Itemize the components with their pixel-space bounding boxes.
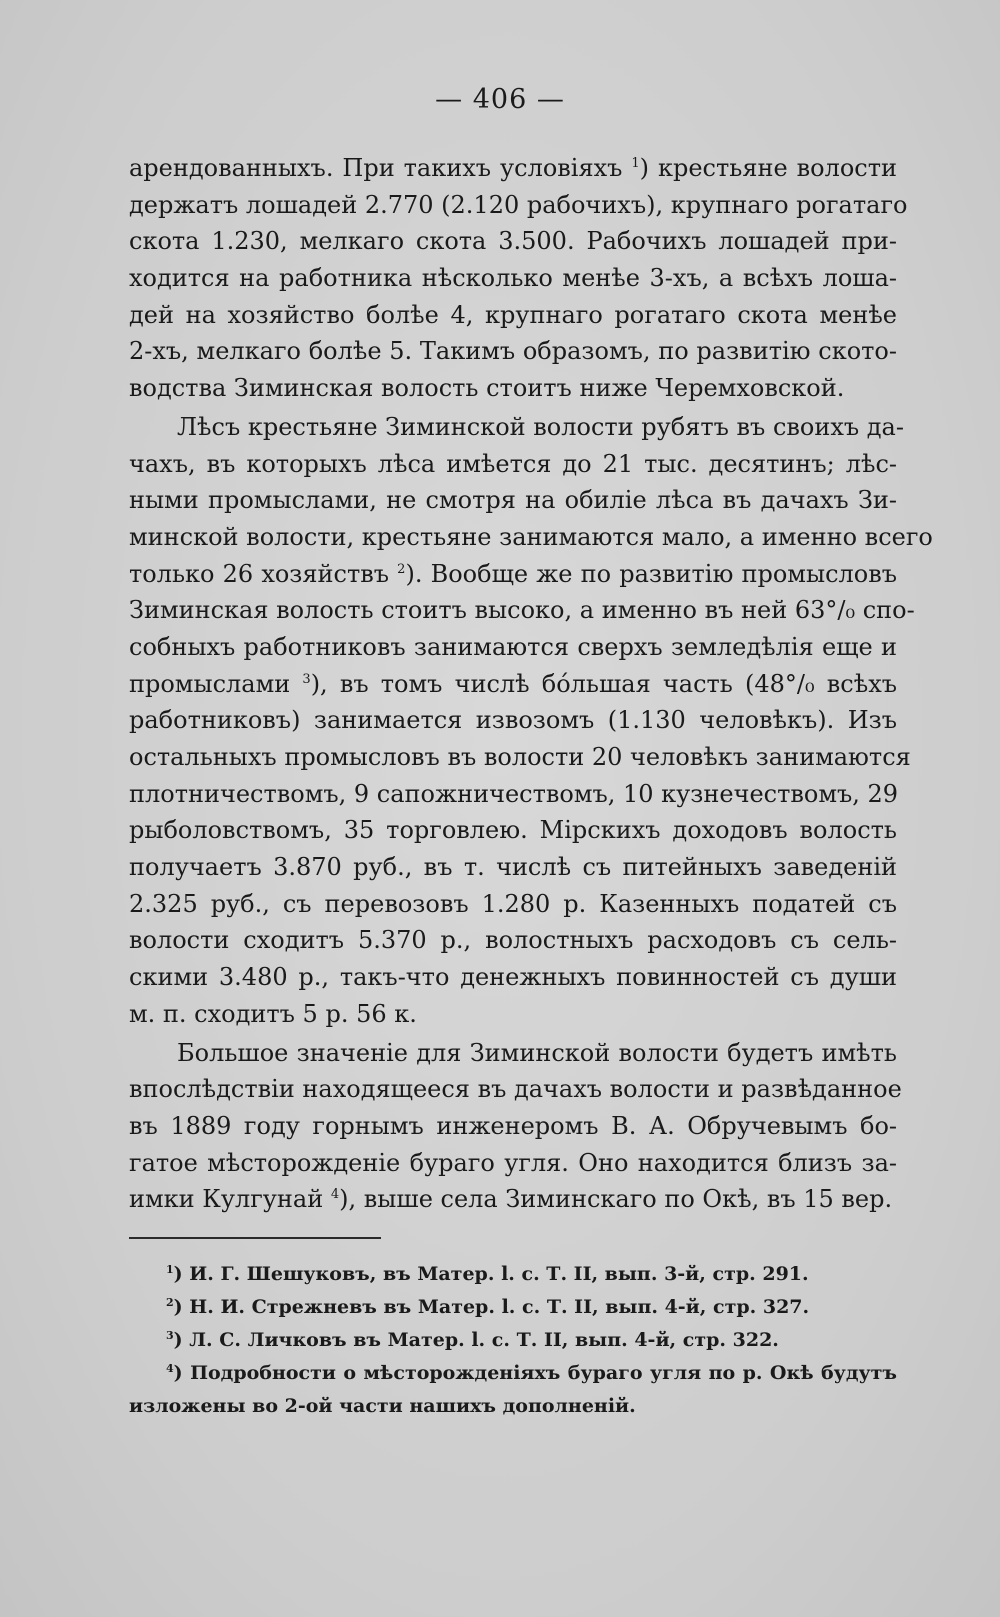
text-run: собныхъ работниковъ занимаются сверхъ земледѣлія еще и bbox=[129, 632, 897, 661]
text-run: впослѣдствіи находящееся въ дачахъ волости и развѣданное bbox=[129, 1075, 902, 1104]
footnote-1 bbox=[129, 1258, 897, 1291]
text-line bbox=[129, 482, 897, 519]
text-run: м. п. сходитъ 5 р. 56 к. bbox=[129, 999, 417, 1028]
text-line bbox=[129, 739, 911, 776]
text-run: Большое значеніе для Зиминской волости будетъ имѣть bbox=[177, 1038, 897, 1067]
text-run: ) крестьяне волости bbox=[639, 154, 898, 182]
text-run: волости сходитъ 5.370 р., волостныхъ расходовъ съ сель- bbox=[129, 926, 897, 955]
footnote-mark: 4 bbox=[166, 1362, 174, 1375]
text-line bbox=[129, 849, 897, 886]
footnote-text: ) Н. И. Стрежневъ въ Матер. l. с. Т. II, вып. 4-й, стр. 327. bbox=[173, 1296, 810, 1318]
text-line bbox=[129, 812, 897, 849]
page-number: — 406 — bbox=[435, 84, 565, 115]
text-run: имки Кулгунай bbox=[129, 1185, 331, 1214]
text-line bbox=[129, 370, 897, 407]
text-run: ходится на работника нѣсколько менѣе 3-хъ, а всѣхъ лоша- bbox=[129, 264, 897, 293]
text-line bbox=[129, 996, 897, 1033]
text-run: работниковъ) занимается извозомъ (1.130 человѣкъ). Изъ bbox=[129, 706, 897, 735]
text-run: дей на хозяйство болѣе 4, крупнаго рогатаго скота менѣе bbox=[129, 300, 897, 329]
footnote-mark: 2 bbox=[166, 1296, 174, 1309]
footnote-text: ) И. Г. Шешуковъ, въ Матер. l. с. Т. II, вып. 3-й, стр. 291. bbox=[173, 1263, 809, 1285]
body-text bbox=[129, 150, 933, 1218]
text-run: держатъ лошадей 2.770 (2.120 рабочихъ), крупнаго рогатаго bbox=[129, 190, 908, 219]
text-run: получаетъ 3.870 руб., въ т. числѣ съ питейныхъ заведеній bbox=[129, 853, 897, 882]
footnote-4 bbox=[129, 1357, 897, 1390]
text-run: плотничествомъ, 9 сапожничествомъ, 10 кузнечествомъ, 29 bbox=[129, 779, 899, 808]
text-run: гатое мѣсторожденіе бураго угля. Оно находится близъ за- bbox=[129, 1148, 897, 1177]
text-line bbox=[129, 1181, 897, 1218]
text-line bbox=[129, 260, 897, 297]
text-line bbox=[129, 1145, 897, 1182]
text-run: въ 1889 году горнымъ инженеромъ В. А. Обручевымъ бо- bbox=[129, 1111, 897, 1140]
text-line bbox=[129, 666, 897, 703]
text-run: 2.325 руб., съ перевозовъ 1.280 р. Казенныхъ податей съ bbox=[129, 889, 897, 918]
text-line bbox=[129, 702, 897, 739]
footnote-text: ) Подробности о мѣсторожденіяхъ бураго угля по р. Окѣ будутъ bbox=[173, 1362, 897, 1384]
text-line bbox=[129, 959, 897, 996]
text-run: арендованныхъ. При такихъ условіяхъ bbox=[129, 154, 632, 182]
footnote-ref[interactable]: 2 bbox=[397, 561, 406, 577]
text-line bbox=[129, 776, 897, 813]
footnote-ref[interactable]: 1 bbox=[631, 156, 640, 171]
text-line bbox=[129, 333, 897, 370]
footnote-continuation: изложены во 2-ой части нашихъ дополненій. bbox=[129, 1395, 636, 1417]
text-run: только 26 хозяйствъ bbox=[129, 559, 398, 588]
footnote-text: ) Л. С. Личковъ въ Матер. l. с. Т. II, вып. 4-й, стр. 322. bbox=[173, 1329, 779, 1351]
text-run: ). Вообще же по развитію промысловъ bbox=[405, 559, 897, 588]
footnote-ref[interactable]: 3 bbox=[302, 671, 311, 687]
text-line bbox=[129, 1108, 897, 1145]
text-run: остальныхъ промысловъ въ волости 20 человѣкъ занимаются bbox=[129, 743, 911, 771]
footnote-2 bbox=[129, 1291, 897, 1324]
text-run: Зиминская волость стоитъ высоко, а именно въ ней 63°/₀ спо- bbox=[129, 596, 915, 625]
text-run: рыболовствомъ, 35 торговлею. Мірскихъ доходовъ волость bbox=[129, 816, 897, 845]
footnote-rule bbox=[129, 1237, 381, 1239]
footnote-mark: 1 bbox=[166, 1263, 174, 1276]
text-run: чахъ, въ которыхъ лѣса имѣется до 21 тыс. десятинъ; лѣс- bbox=[129, 449, 897, 478]
text-line bbox=[129, 1035, 897, 1072]
text-run: Лѣсъ крестьяне Зиминской волости рубятъ въ своихъ да- bbox=[177, 412, 904, 441]
text-run: минской волости, крестьяне занимаются мало, а именно всего bbox=[129, 522, 933, 551]
text-line bbox=[129, 297, 897, 334]
text-run: водства Зиминская волость стоитъ ниже Черемховской. bbox=[129, 374, 845, 403]
text-run: ), въ томъ числѣ бо́льшая часть (48°/₀ всѣхъ bbox=[310, 669, 898, 698]
text-line bbox=[129, 223, 897, 260]
text-line bbox=[129, 556, 897, 593]
footnote-mark: 3 bbox=[166, 1329, 174, 1342]
footnote-3 bbox=[129, 1324, 897, 1357]
text-line bbox=[129, 922, 897, 959]
text-run: скота 1.230, мелкаго скота 3.500. Рабочихъ лошадей при- bbox=[129, 227, 897, 256]
text-line bbox=[129, 150, 897, 187]
footnote-ref[interactable]: 4 bbox=[330, 1187, 340, 1203]
text-run: скими 3.480 р., такъ-что денежныхъ повинностей съ души bbox=[129, 963, 897, 992]
text-line bbox=[129, 187, 908, 224]
text-line bbox=[129, 519, 933, 556]
text-run: 2-хъ, мелкаго болѣе 5. Такимъ образомъ, по развитію ското- bbox=[129, 337, 897, 366]
text-run: ными промыслами, не смотря на обиліе лѣса въ дачахъ Зи- bbox=[129, 486, 897, 515]
text-line bbox=[129, 629, 897, 666]
text-run: ), выше села Зиминскаго по Окѣ, въ 15 вер. bbox=[339, 1185, 893, 1214]
text-line bbox=[129, 886, 897, 923]
text-line bbox=[129, 592, 915, 629]
text-run: промыслами bbox=[129, 669, 303, 698]
footnotes bbox=[129, 1258, 897, 1423]
text-line bbox=[129, 446, 897, 483]
text-line bbox=[129, 409, 904, 446]
text-line bbox=[129, 1071, 902, 1108]
